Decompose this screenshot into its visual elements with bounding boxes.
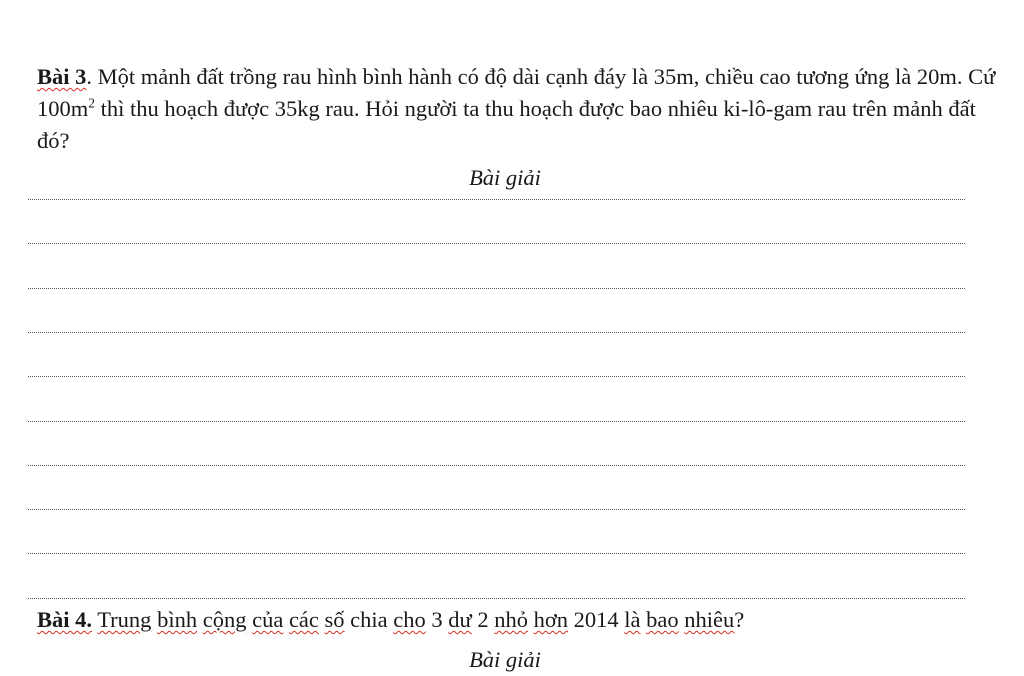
problem-4-text: ?	[734, 607, 745, 632]
problem-4-word: nhiêu	[684, 607, 735, 632]
problem-4-word: Trung	[97, 607, 152, 632]
answer-line	[28, 421, 965, 422]
answer-line	[28, 332, 965, 333]
problem-4-text: 2	[471, 607, 495, 632]
problem-4-word: là	[624, 607, 641, 632]
answer-line	[28, 376, 965, 377]
problem-3-label: Bài 3	[37, 64, 87, 89]
problem-3-solution-heading: Bài giải	[469, 165, 541, 190]
problem-3-text-a: Một mảnh đất trồng rau hình bình hành có độ dài cạnh đáy là 35m, chiều cao tương ứng là 20m. Cứ 100m	[37, 64, 996, 121]
problem-4-statement	[37, 604, 1012, 636]
answer-line	[28, 199, 965, 200]
problem-4-word: cộng	[202, 607, 247, 632]
problem-4-text: 3	[425, 607, 449, 632]
problem-4-word: của	[252, 607, 284, 632]
answer-line	[28, 465, 965, 466]
problem-4-text: 2014	[568, 607, 625, 632]
problem-3-superscript: 2	[88, 95, 96, 111]
problem-4-word: hơn	[533, 607, 569, 632]
problem-4-word: bình	[157, 607, 198, 632]
problem-3-sep: .	[86, 64, 93, 89]
answer-line	[28, 243, 965, 244]
answer-line	[28, 288, 965, 289]
problem-4-solution-heading: Bài giải	[469, 647, 541, 672]
problem-4-word: dư	[448, 607, 472, 632]
problem-4-word: các	[288, 607, 319, 632]
problem-3-text-b: thì thu hoạch được 35kg rau. Hỏi người ta thu hoạch được bao nhiêu ki-lô-gam rau trên mảnh đất đó?	[37, 96, 976, 153]
answer-line	[28, 509, 965, 510]
problem-3-statement	[37, 61, 1012, 157]
problem-4-word: bao	[646, 607, 679, 632]
answer-line	[28, 553, 965, 554]
problem-4-word: số	[324, 607, 345, 632]
problem-4-word: nhỏ	[494, 607, 528, 632]
problem-4-label: Bài 4.	[37, 607, 93, 632]
problem-4-text: chia	[344, 607, 394, 632]
problem-4-word: cho	[393, 607, 426, 632]
answer-line	[28, 598, 965, 599]
